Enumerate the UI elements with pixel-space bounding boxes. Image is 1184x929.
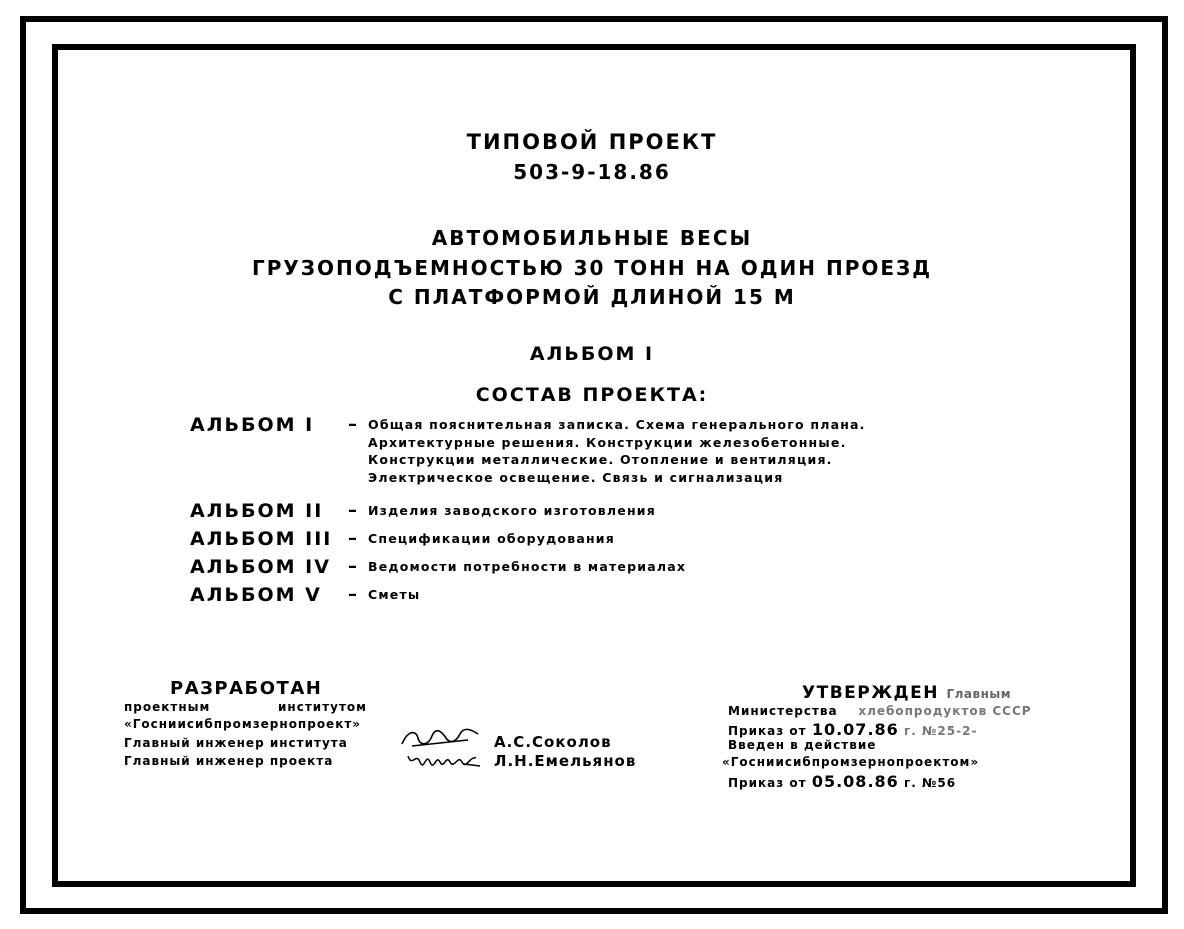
album-dash: – — [348, 528, 357, 549]
album-description-line: Общая пояснительная записка. Схема генерального плана. — [368, 417, 866, 432]
album-name: АЛЬБОМ III — [190, 528, 333, 550]
developed-line: институтом — [278, 700, 367, 714]
album-dash: – — [348, 584, 357, 605]
chief-engineer-institute-label: Главный инженер института — [124, 736, 348, 750]
order-date: 10.07.86 — [811, 720, 899, 739]
album-description — [368, 530, 988, 548]
album-name: АЛЬБОМ IV — [190, 556, 331, 578]
album-heading: АЛЬБОМ I — [529, 343, 655, 365]
approved-heading — [802, 683, 1011, 703]
order-number: г. №56 — [903, 776, 957, 790]
album-name: АЛЬБОМ V — [190, 584, 322, 606]
chief-engineer-project-label: Главный инженер проекта — [124, 754, 334, 768]
album-name: АЛЬБОМ I — [190, 414, 315, 436]
project-type: ТИПОВОЙ ПРОЕКТ — [466, 130, 718, 154]
ministry-name: хлебопродуктов СССР — [858, 704, 1032, 718]
developed-institute: «Госниисибпромзернопроект» — [124, 717, 362, 731]
album-description-line: Архитектурные решения. Конструкции железобетонные. — [368, 434, 847, 450]
signature-1-icon — [398, 728, 488, 750]
signature-2-icon — [404, 748, 484, 770]
order-label: Приказ от — [728, 724, 807, 738]
album-description-line: Ведомости потребности в материалах — [368, 559, 687, 574]
approved-institute: «Госниисибпромзернопроектом» — [722, 755, 980, 769]
approved-line: Введен в действие — [728, 738, 877, 752]
album-description — [368, 502, 988, 520]
album-description — [368, 558, 988, 576]
album-description — [368, 586, 988, 604]
project-number: 503-9-18.86 — [513, 160, 671, 184]
album-name: АЛЬБОМ II — [190, 500, 324, 522]
album-description — [368, 416, 988, 486]
title-line-2: ГРУЗОПОДЪЕМНОСТЬЮ 30 ТОНН НА ОДИН ПРОЕЗД — [251, 256, 933, 280]
album-description-line: Электрическое освещение. Связь и сигнализация — [368, 469, 784, 485]
album-dash: – — [348, 500, 357, 521]
ministry-label: Министерства — [728, 704, 838, 718]
engineer-name-2: Л.Н.Емельянов — [494, 752, 637, 770]
approved-line — [728, 704, 1032, 718]
approved-heading-suffix: Главным — [946, 687, 1012, 701]
approved-line — [728, 772, 956, 791]
developed-heading: РАЗРАБОТАН — [170, 678, 323, 699]
title-line-1: АВТОМОБИЛЬНЫЕ ВЕСЫ — [431, 226, 753, 250]
album-description-line: Сметы — [368, 587, 421, 602]
engineer-name-1: А.С.Соколов — [494, 733, 612, 751]
developed-line: проектным — [124, 700, 211, 714]
album-dash: – — [348, 414, 357, 435]
album-description-line: Изделия заводского изготовления — [368, 503, 656, 518]
album-description-line: Спецификации оборудования — [368, 531, 615, 546]
order-date: 05.08.86 — [811, 772, 899, 791]
approved-heading-text: УТВЕРЖДЕН — [802, 683, 940, 703]
composition-heading: СОСТАВ ПРОЕКТА: — [475, 384, 709, 406]
order-number: г. №25-2- — [903, 724, 978, 738]
album-dash: – — [348, 556, 357, 577]
title-line-3: С ПЛАТФОРМОЙ ДЛИНОЙ 15 М — [388, 285, 796, 309]
album-description-line: Конструкции металлические. Отопление и вентиляция. — [368, 452, 833, 467]
order-label: Приказ от — [728, 776, 807, 790]
approved-line — [728, 720, 977, 739]
